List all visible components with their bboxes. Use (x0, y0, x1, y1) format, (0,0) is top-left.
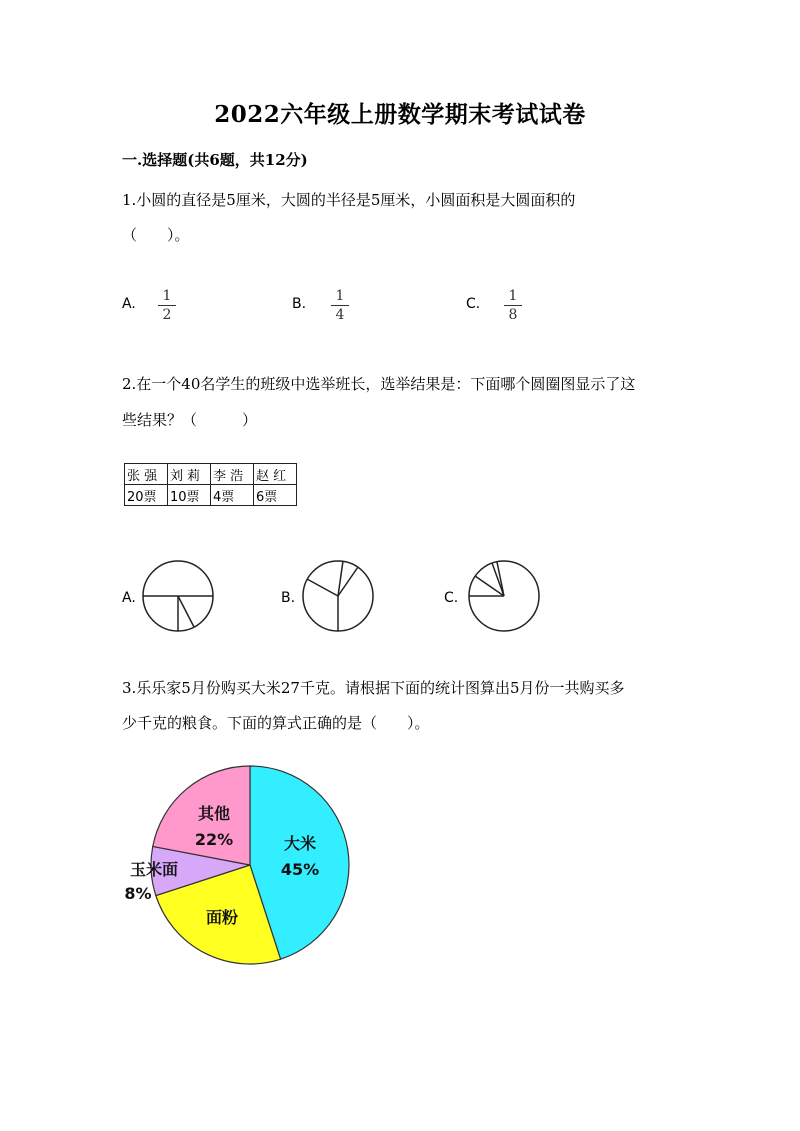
q1-option-a-label: A. (122, 296, 136, 312)
q2-text-line2: 些结果？（ ） (122, 411, 258, 429)
q1-text-line2: （ ）。 (122, 226, 190, 244)
circle-divider-line (307, 579, 338, 596)
fraction-numerator: 1 (162, 288, 172, 304)
fraction-bar (158, 305, 176, 306)
section-heading: 一.选择题(共6题，共12分) (122, 151, 308, 169)
pie-slice-percent-label: 22% (194, 830, 234, 849)
table-cell-votes: 10票 (168, 485, 211, 506)
q3-text-line1: 3.乐乐家5月份购买大米27千克。请根据下面的统计图算出5月份一共购买多 (122, 679, 625, 697)
vote-results-table (124, 463, 297, 506)
table-cell-name: 赵 红 (254, 464, 297, 485)
table-cell-name: 刘 莉 (168, 464, 211, 485)
circle-divider-line (178, 596, 194, 627)
page-title: 2022六年级上册数学期末考试试卷 (214, 101, 586, 128)
fraction-numerator: 1 (508, 288, 518, 304)
pie-slice-percent-label: 8% (124, 884, 152, 903)
q1-option-c-label: C. (466, 296, 481, 312)
q2-text-line1: 2.在一个40名学生的班级中选举班长，选举结果是：下面哪个圆圈图显示了这 (122, 375, 636, 393)
q2-option-a-label: A. (122, 590, 136, 606)
fraction-bar (331, 305, 349, 306)
fraction-denominator: 4 (335, 307, 345, 323)
q1-option-a-fraction (158, 288, 176, 323)
q2-option-b-label: B. (281, 590, 296, 606)
pie-slice-name-label: 大米 (283, 834, 317, 853)
q3-text-line2: 少千克的粮食。下面的算式正确的是（ ）。 (122, 714, 430, 732)
table-cell-name: 张 强 (125, 464, 168, 485)
q2-option-b-circle (300, 558, 376, 634)
q1-text-line1: 1.小圆的直径是5厘米，大圆的半径是5厘米，小圆面积是大圆面积的 (122, 191, 576, 209)
q2-option-c-label: C. (444, 590, 459, 606)
q2-option-a-circle (140, 558, 216, 634)
table-row-names (125, 464, 297, 485)
pie-slice-name-label: 玉米面 (129, 860, 179, 879)
q2-option-c-circle (466, 558, 542, 634)
pie-slice-name-label: 面粉 (205, 908, 239, 927)
table-row-votes (125, 485, 297, 506)
fraction-bar (504, 305, 522, 306)
table-cell-votes: 4票 (211, 485, 254, 506)
table-cell-votes: 20票 (125, 485, 168, 506)
table-cell-name: 李 浩 (211, 464, 254, 485)
pie-slice-percent-label: 45% (280, 860, 320, 879)
table-cell-votes: 6票 (254, 485, 297, 506)
pie-slice-name-label: 其他 (197, 804, 231, 823)
fraction-numerator: 1 (335, 288, 345, 304)
fraction-denominator: 8 (508, 307, 518, 323)
fraction-denominator: 2 (162, 307, 172, 323)
q1-option-b-label: B. (292, 296, 307, 312)
grain-pie-chart (120, 765, 360, 975)
q1-option-b-fraction (331, 288, 349, 323)
q1-option-c-fraction (504, 288, 522, 323)
